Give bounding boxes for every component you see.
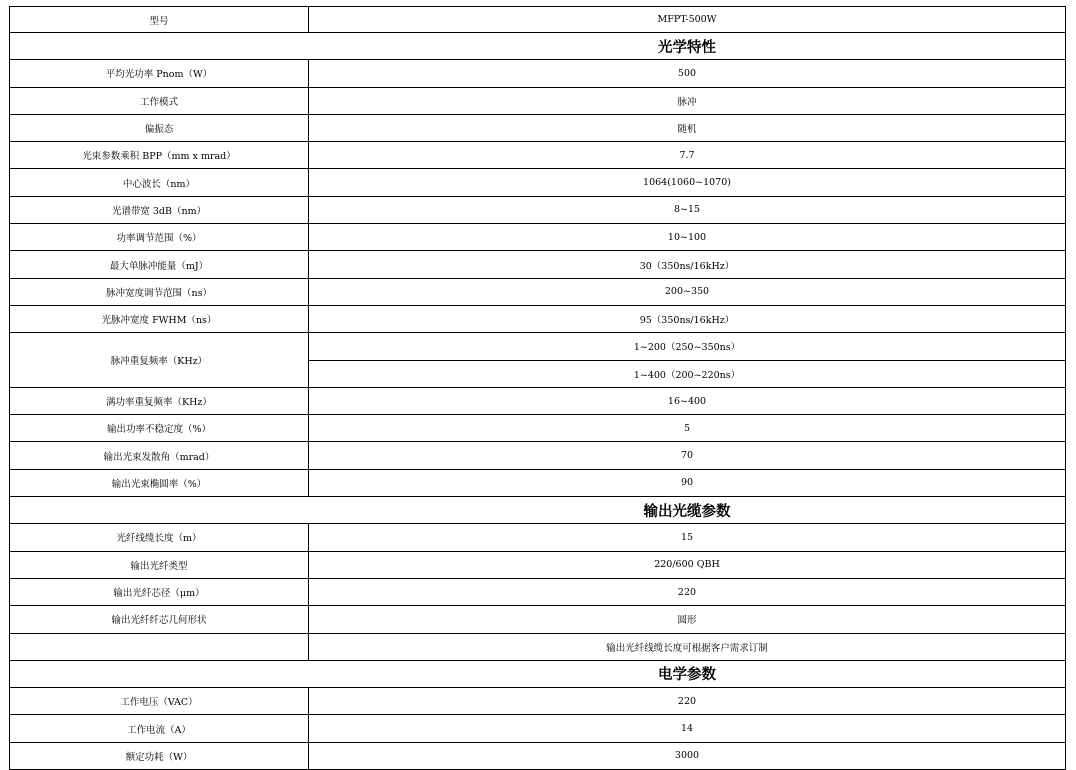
table-row <box>10 415 1066 442</box>
table-row <box>10 442 1066 469</box>
spec-value: 15 <box>309 524 1066 551</box>
table-row <box>10 469 1066 496</box>
spec-label: 输出光束发散角（mrad） <box>10 442 309 469</box>
spec-value: 10~100 <box>309 224 1066 251</box>
spec-value: 3000 <box>309 742 1066 769</box>
table-row <box>10 578 1066 605</box>
spec-value: 1~400（200~220ns） <box>309 360 1066 387</box>
table-row <box>10 715 1066 742</box>
spec-label: 平均光功率 Pnom（W） <box>10 60 309 87</box>
spec-label: 光脉冲宽度 FWHM（ns） <box>10 305 309 332</box>
spec-label <box>10 633 309 660</box>
table-row <box>10 551 1066 578</box>
section-title: 输出光缆参数 <box>10 497 1066 524</box>
spec-value: 脉冲 <box>309 87 1066 114</box>
spec-value: 圆形 <box>309 606 1066 633</box>
table-row <box>10 87 1066 114</box>
table-row <box>10 524 1066 551</box>
table-row <box>10 251 1066 278</box>
spec-label: 脉冲宽度调节范围（ns） <box>10 278 309 305</box>
section-title: 电学参数 <box>10 660 1066 687</box>
spec-value: 220 <box>309 578 1066 605</box>
spec-label: 输出光纤纤芯几何形状 <box>10 606 309 633</box>
table-row <box>10 606 1066 633</box>
spec-label: 输出光纤芯径（μm） <box>10 578 309 605</box>
spec-label: 满功率重复频率（KHz） <box>10 387 309 414</box>
spec-label: 光纤线缆长度（m） <box>10 524 309 551</box>
model-value: MFPT-500W <box>309 7 1066 33</box>
spec-value: 随机 <box>309 114 1066 141</box>
spec-value: 220/600 QBH <box>309 551 1066 578</box>
spec-label: 输出光束椭圆率（%） <box>10 469 309 496</box>
spec-value: 5 <box>309 415 1066 442</box>
spec-label: 工作模式 <box>10 87 309 114</box>
table-row <box>10 742 1066 769</box>
table-row <box>10 196 1066 223</box>
spec-value: 200~350 <box>309 278 1066 305</box>
spec-value: 1064(1060~1070) <box>309 169 1066 196</box>
table-row <box>10 305 1066 332</box>
spec-value: 8~15 <box>309 196 1066 223</box>
spec-label: 输出光纤类型 <box>10 551 309 578</box>
spec-value: 7.7 <box>309 142 1066 169</box>
section-header-row <box>10 497 1066 524</box>
spec-label: 最大单脉冲能量（mJ） <box>10 251 309 278</box>
spec-value: 95（350ns/16kHz） <box>309 305 1066 332</box>
section-header-row <box>10 660 1066 687</box>
spec-label: 功率调节范围（%） <box>10 224 309 251</box>
model-label: 型号 <box>10 7 309 33</box>
spec-value: 90 <box>309 469 1066 496</box>
spec-table <box>9 6 1066 770</box>
table-row <box>10 278 1066 305</box>
spec-label: 光束参数乘积 BPP（mm x mrad） <box>10 142 309 169</box>
spec-label: 工作电流（A） <box>10 715 309 742</box>
spec-value: 输出光纤线缆长度可根据客户需求订制 <box>309 633 1066 660</box>
table-row <box>10 333 1066 360</box>
spec-label: 工作电压（VAC） <box>10 688 309 715</box>
table-row <box>10 224 1066 251</box>
section-header-row <box>10 33 1066 60</box>
spec-label: 中心波长（nm） <box>10 169 309 196</box>
spec-value: 14 <box>309 715 1066 742</box>
table-row <box>10 387 1066 414</box>
spec-value: 70 <box>309 442 1066 469</box>
table-row <box>10 169 1066 196</box>
model-row <box>10 7 1066 33</box>
table-row <box>10 633 1066 660</box>
spec-label: 光谱带宽 3dB（nm） <box>10 196 309 223</box>
table-row <box>10 60 1066 87</box>
spec-value: 220 <box>309 688 1066 715</box>
spec-label: 额定功耗（W） <box>10 742 309 769</box>
spec-label: 脉冲重复频率（KHz） <box>10 333 309 388</box>
spec-label: 偏振态 <box>10 114 309 141</box>
spec-value: 16~400 <box>309 387 1066 414</box>
spec-value: 30（350ns/16kHz） <box>309 251 1066 278</box>
table-row <box>10 114 1066 141</box>
table-row <box>10 688 1066 715</box>
spec-label: 输出功率不稳定度（%） <box>10 415 309 442</box>
section-title: 光学特性 <box>10 33 1066 60</box>
spec-value: 500 <box>309 60 1066 87</box>
table-row <box>10 142 1066 169</box>
spec-value: 1~200（250~350ns） <box>309 333 1066 360</box>
